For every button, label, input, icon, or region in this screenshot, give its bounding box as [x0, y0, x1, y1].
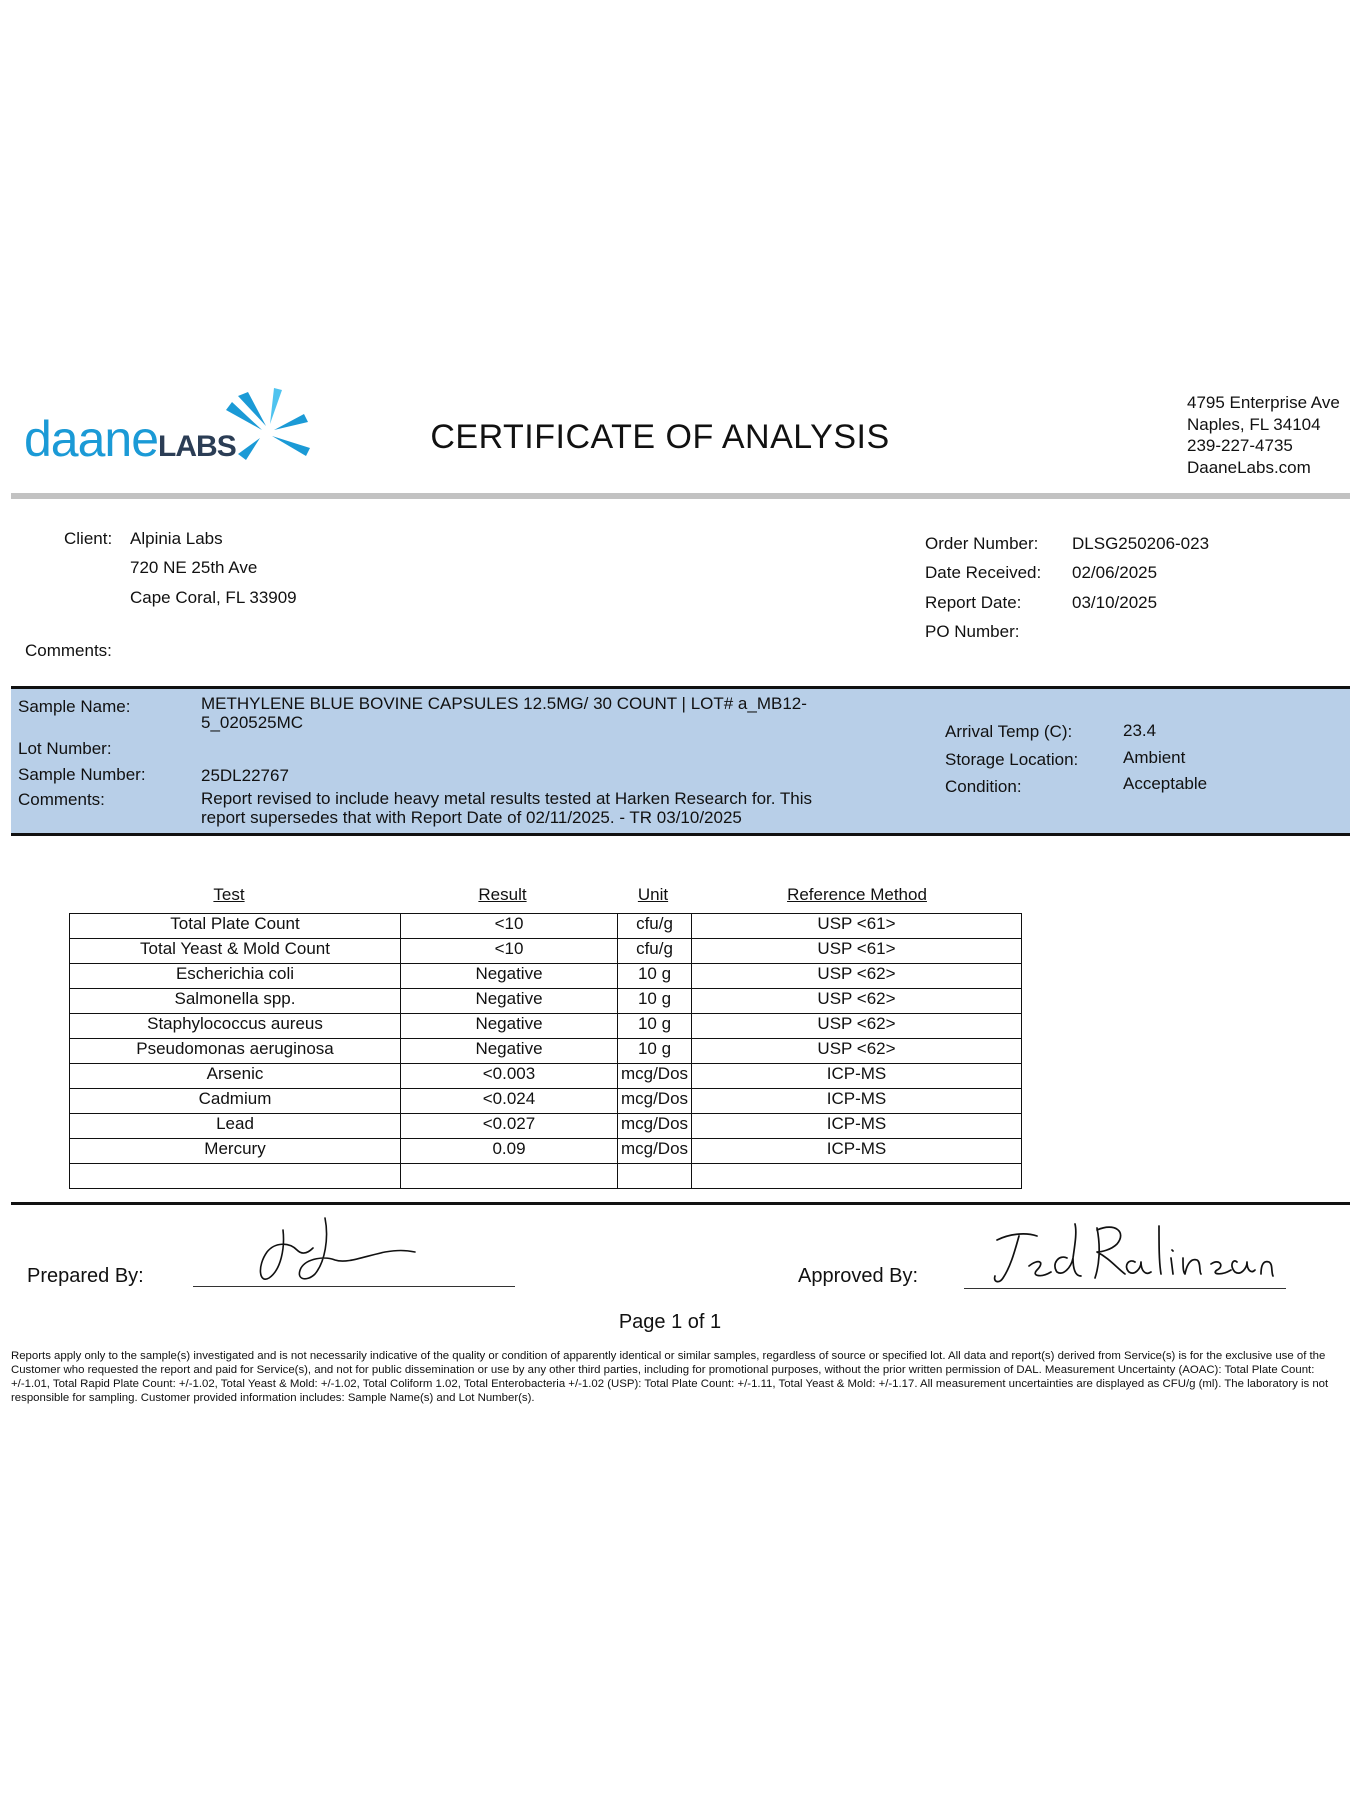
order-info-labels: [925, 529, 1041, 647]
table-row: [70, 1064, 1022, 1089]
result-cell: Negative: [401, 964, 618, 989]
prepared-by-signature-line: [193, 1286, 515, 1287]
column-header-unit: Unit: [637, 885, 669, 904]
column-header-test: Test: [213, 885, 245, 904]
document-title: CERTIFICATE OF ANALYSIS: [430, 418, 890, 456]
test-name-cell: Salmonella spp.: [70, 989, 401, 1014]
unit-cell: mcg/Dos: [618, 1139, 692, 1164]
unit-cell: cfu/g: [618, 939, 692, 964]
logo-text-daane: daane: [24, 411, 159, 467]
daane-labs-logo: [24, 388, 304, 468]
reference-method-cell: USP <62>: [692, 1039, 1022, 1064]
empty-cell: [618, 1164, 692, 1189]
arrival-temp-label: Arrival Temp (C):: [945, 722, 1073, 741]
result-cell: <0.003: [401, 1064, 618, 1089]
result-cell: <10: [401, 939, 618, 964]
results-table: [69, 913, 1022, 1189]
arrival-temp-value: 23.4: [1123, 721, 1157, 740]
approved-by-label: Approved By:: [798, 1265, 919, 1287]
test-name-cell: Total Yeast & Mold Count: [70, 939, 401, 964]
sample-number-value: 25DL22767: [201, 766, 289, 785]
reference-method-cell: ICP-MS: [692, 1114, 1022, 1139]
result-cell: <10: [401, 914, 618, 939]
reference-method-cell: ICP-MS: [692, 1089, 1022, 1114]
unit-cell: 10 g: [618, 1039, 692, 1064]
unit-cell: 10 g: [618, 1014, 692, 1039]
prepared-by-signature: [255, 1208, 435, 1288]
empty-cell: [692, 1164, 1022, 1189]
result-cell: Negative: [401, 1039, 618, 1064]
table-row-empty: [70, 1164, 1022, 1189]
table-row: [70, 1039, 1022, 1064]
sample-comments-label: Comments:: [18, 790, 105, 809]
storage-location-label: Storage Location:: [945, 750, 1079, 769]
sample-name-value: METHYLENE BLUE BOVINE CAPSULES 12.5MG/ 30 COUNT | LOT# a_MB12-5_020525MC: [201, 694, 807, 732]
result-cell: <0.024: [401, 1089, 618, 1114]
result-cell: <0.027: [401, 1114, 618, 1139]
prepared-by-label: Prepared By:: [27, 1265, 144, 1287]
disclaimer-text: Reports apply only to the sample(s) investigated and is not necessarily indicative of the quality or condition of apparently identical or similar samples, regardless of source or specified lot. All data and report(s) derived from Service(s) is for the exclusive use of the Customer who requested the report and paid for Service(s), and not for public dissemination or use by any other third parties, including for promotional purposes, without the prior written permission of DAL. Measurement Uncertainty (AOAC): Total Plate Count: +/-1.01, Total Rapid Plate Count: +/-1.02, Total Yeast & Mold: +/-1.02, Total Coliform 1.02, Total Enterobacteria +/-1.02 (USP): Total Plate Count: +/-1.11, Total Yeast & Mold: +/-1.17. All measurement uncertainties are displayed as CFU/g (ml). The laboratory is not responsible for sampling. Customer provided information includes: Sample Name(s) and Lot Number(s).: [11, 1350, 1329, 1404]
table-row: [70, 914, 1022, 939]
order-number-label: Order Number:: [925, 534, 1039, 553]
lab-address: [1187, 392, 1340, 478]
page-number: Page 1 of 1: [618, 1311, 722, 1333]
client-label: Client:: [64, 529, 113, 548]
table-row: [70, 1114, 1022, 1139]
test-name-cell: Pseudomonas aeruginosa: [70, 1039, 401, 1064]
reference-method-cell: ICP-MS: [692, 1139, 1022, 1164]
unit-cell: mcg/Dos: [618, 1114, 692, 1139]
test-name-cell: Escherichia coli: [70, 964, 401, 989]
table-row: [70, 1014, 1022, 1039]
date-received-label: Date Received:: [925, 563, 1042, 583]
result-cell: Negative: [401, 1014, 618, 1039]
date-received-value: 02/06/2025: [1072, 563, 1158, 583]
unit-cell: cfu/g: [618, 914, 692, 939]
test-name-cell: Cadmium: [70, 1089, 401, 1114]
unit-cell: mcg/Dos: [618, 1064, 692, 1089]
results-table-body: [70, 914, 1022, 1189]
reference-method-cell: USP <62>: [692, 964, 1022, 989]
table-row: [70, 989, 1022, 1014]
test-name-cell: Arsenic: [70, 1064, 401, 1089]
result-cell: Negative: [401, 989, 618, 1014]
po-number-label: PO Number:: [925, 622, 1020, 642]
client-address-line1: 720 NE 25th Ave: [130, 558, 258, 577]
test-name-cell: Lead: [70, 1114, 401, 1139]
reference-method-cell: USP <61>: [692, 939, 1022, 964]
approved-by-signature: [985, 1218, 1275, 1286]
unit-cell: mcg/Dos: [618, 1089, 692, 1114]
reference-method-cell: ICP-MS: [692, 1064, 1022, 1089]
table-row: [70, 939, 1022, 964]
storage-location-value: Ambient: [1123, 748, 1186, 767]
logo-burst-icon: [216, 388, 320, 468]
header-divider: [11, 493, 1350, 499]
test-name-cell: Mercury: [70, 1139, 401, 1164]
lab-phone: 239-227-4735: [1187, 436, 1293, 455]
po-number-value: [1072, 617, 1209, 646]
unit-cell: 10 g: [618, 989, 692, 1014]
column-header-reference-method: Reference Method: [787, 885, 927, 904]
column-header-result: Result: [478, 885, 527, 904]
condition-value: Acceptable: [1123, 774, 1208, 793]
sample-name-label: Sample Name:: [18, 697, 131, 716]
table-row: [70, 964, 1022, 989]
logo-wordmark: [24, 411, 236, 472]
lab-website: DaaneLabs.com: [1187, 457, 1311, 477]
sample-info-band: [11, 686, 1350, 836]
lot-number-label: Lot Number:: [18, 739, 112, 758]
signature-divider: [11, 1202, 1350, 1205]
lab-address-line: 4795 Enterprise Ave: [1187, 393, 1340, 412]
client-name: Alpinia Labs: [130, 529, 223, 548]
sample-comments-value: Report revised to include heavy metal results tested at Harken Research for. This report supersedes that with Report Date of 02/11/2025. - TR 03/10/2025: [201, 789, 813, 827]
order-info-values: [1072, 529, 1209, 647]
unit-cell: 10 g: [618, 964, 692, 989]
reference-method-cell: USP <61>: [692, 914, 1022, 939]
approved-by-signature-line: [964, 1288, 1286, 1289]
logo-text-labs: LABS: [158, 430, 236, 463]
report-date-value: 03/10/2025: [1072, 592, 1158, 612]
client-address-line2: Cape Coral, FL 33909: [130, 588, 297, 607]
test-name-cell: Staphylococcus aureus: [70, 1014, 401, 1039]
reference-method-cell: USP <62>: [692, 989, 1022, 1014]
reference-method-cell: USP <62>: [692, 1014, 1022, 1039]
result-cell: 0.09: [401, 1139, 618, 1164]
test-name-cell: Total Plate Count: [70, 914, 401, 939]
empty-cell: [70, 1164, 401, 1189]
condition-label: Condition:: [945, 777, 1022, 796]
empty-cell: [401, 1164, 618, 1189]
table-row: [70, 1089, 1022, 1114]
sample-number-label: Sample Number:: [18, 765, 146, 784]
client-comments-label: Comments:: [25, 641, 112, 660]
order-number-value: DLSG250206-023: [1072, 534, 1210, 553]
report-date-label: Report Date:: [925, 592, 1022, 612]
table-row: [70, 1139, 1022, 1164]
lab-address-line: Naples, FL 34104: [1187, 414, 1321, 434]
